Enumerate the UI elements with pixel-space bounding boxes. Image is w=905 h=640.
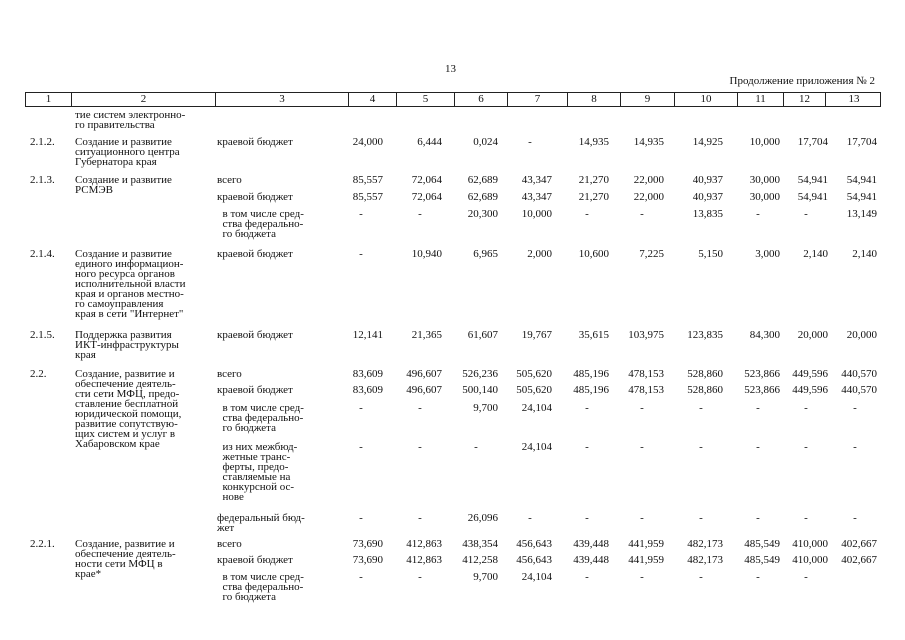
value-cell: 73,690 — [352, 554, 383, 566]
value-cell: - — [804, 402, 808, 414]
value-cell: - — [804, 441, 808, 453]
funding-source: в том числе сред- ства федерально- го бюджета — [222, 571, 304, 603]
row-code: 2.1.2. — [30, 136, 55, 148]
row-code: 2.1.5. — [30, 329, 55, 341]
value-cell: - — [853, 402, 857, 414]
value-cell: - — [359, 512, 363, 524]
value-cell: - — [359, 208, 363, 220]
value-cell: 505,620 — [516, 368, 552, 380]
value-cell: 505,620 — [516, 384, 552, 396]
value-cell: - — [699, 441, 703, 453]
value-cell: 523,866 — [744, 384, 780, 396]
value-cell: - — [640, 571, 644, 583]
value-cell: - — [418, 512, 422, 524]
value-cell: 12,141 — [352, 329, 383, 341]
value-cell: 20,000 — [797, 329, 828, 341]
value-cell: 84,300 — [749, 329, 780, 341]
funding-source: краевой бюджет — [217, 191, 293, 203]
funding-source: в том числе сред- ства федерально- го бюджета — [222, 208, 304, 240]
value-cell: 83,609 — [352, 368, 383, 380]
value-cell: 10,000 — [521, 208, 552, 220]
header-cell-13: 13 — [825, 93, 882, 106]
row-name: Создание и развитие РСМЭВ — [75, 174, 172, 196]
value-cell: 17,704 — [797, 136, 828, 148]
value-cell: 9,700 — [473, 571, 498, 583]
row-name: тие систем электронно- го правительства — [75, 109, 186, 131]
value-cell: - — [756, 441, 760, 453]
value-cell: 22,000 — [633, 174, 664, 186]
value-cell: - — [474, 441, 478, 453]
value-cell: 412,863 — [406, 554, 442, 566]
value-cell: - — [585, 208, 589, 220]
value-cell: 485,549 — [744, 538, 780, 550]
value-cell: 3,000 — [755, 248, 780, 260]
value-cell: - — [585, 512, 589, 524]
row-name: Создание и развитие единого информацион- ного ресурса органов исполнительной власти края и органов местно- го самоуправления края в сети "Интернет" — [75, 248, 186, 320]
value-cell: - — [640, 512, 644, 524]
value-cell: 485,196 — [573, 384, 609, 396]
value-cell: 2,000 — [527, 248, 552, 260]
value-cell: - — [528, 512, 532, 524]
value-cell: - — [585, 571, 589, 583]
value-cell: 449,596 — [792, 368, 828, 380]
funding-source: всего — [217, 174, 242, 186]
value-cell: - — [804, 208, 808, 220]
value-cell: 21,270 — [578, 174, 609, 186]
value-cell: 10,600 — [578, 248, 609, 260]
header-cell-10: 10 — [674, 93, 737, 106]
value-cell: 54,941 — [797, 174, 828, 186]
value-cell: - — [853, 512, 857, 524]
value-cell: - — [756, 402, 760, 414]
funding-source: из них межбюд- жетные транс- ферты, предо- ставляемые на конкурсной ос- нове — [222, 441, 298, 503]
value-cell: - — [640, 441, 644, 453]
value-cell: 30,000 — [749, 174, 780, 186]
header-cell-6: 6 — [454, 93, 507, 106]
value-cell: - — [418, 441, 422, 453]
funding-source: краевой бюджет — [217, 384, 293, 396]
value-cell: 402,667 — [841, 554, 877, 566]
funding-source: краевой бюджет — [217, 554, 293, 566]
value-cell: 412,863 — [406, 538, 442, 550]
row-code: 2.2.1. — [30, 538, 55, 550]
value-cell: - — [418, 402, 422, 414]
value-cell: 0,024 — [473, 136, 498, 148]
row-code: 2.1.4. — [30, 248, 55, 260]
header-cell-3: 3 — [215, 93, 348, 106]
continuation-label: Продолжение приложения № 2 — [729, 75, 875, 87]
value-cell: 5,150 — [698, 248, 723, 260]
value-cell: 14,935 — [578, 136, 609, 148]
value-cell: 72,064 — [411, 174, 442, 186]
funding-source: всего — [217, 368, 242, 380]
value-cell: 43,347 — [521, 191, 552, 203]
value-cell: 2,140 — [803, 248, 828, 260]
value-cell: 20,300 — [467, 208, 498, 220]
value-cell: 22,000 — [633, 191, 664, 203]
value-cell: 439,448 — [573, 554, 609, 566]
funding-source: всего — [217, 538, 242, 550]
header-cell-12: 12 — [783, 93, 825, 106]
value-cell: 441,959 — [628, 538, 664, 550]
value-cell: 500,140 — [462, 384, 498, 396]
value-cell: - — [699, 512, 703, 524]
value-cell: 13,835 — [692, 208, 723, 220]
header-cell-9: 9 — [620, 93, 674, 106]
value-cell: 40,937 — [692, 174, 723, 186]
row-name: Создание, развитие и обеспечение деятель- ности сети МФЦ в крае* — [75, 538, 176, 580]
value-cell: 478,153 — [628, 384, 664, 396]
value-cell: 24,104 — [521, 441, 552, 453]
value-cell: 20,000 — [846, 329, 877, 341]
value-cell: 440,570 — [841, 368, 877, 380]
value-cell: - — [853, 441, 857, 453]
value-cell: 35,615 — [578, 329, 609, 341]
value-cell: 412,258 — [462, 554, 498, 566]
value-cell: 72,064 — [411, 191, 442, 203]
value-cell: - — [640, 208, 644, 220]
value-cell: 523,866 — [744, 368, 780, 380]
value-cell: 6,444 — [417, 136, 442, 148]
value-cell: 456,643 — [516, 538, 552, 550]
value-cell: 26,096 — [467, 512, 498, 524]
value-cell: - — [418, 208, 422, 220]
header-cell-8: 8 — [567, 93, 620, 106]
value-cell: 83,609 — [352, 384, 383, 396]
value-cell: 14,935 — [633, 136, 664, 148]
value-cell: 485,549 — [744, 554, 780, 566]
row-name: Создание, развитие и обеспечение деятель- сти сети МФЦ, предо- ставление бесплатной юридической помощи, развитие сопутствую- щих систем и услуг в Хабаровском крае — [75, 368, 182, 450]
funding-source: краевой бюджет — [217, 248, 293, 260]
value-cell: - — [359, 248, 363, 260]
value-cell: 30,000 — [749, 191, 780, 203]
value-cell: 62,689 — [467, 174, 498, 186]
value-cell: 21,365 — [411, 329, 442, 341]
header-cell-11: 11 — [737, 93, 783, 106]
funding-source: в том числе сред- ства федерально- го бюджета — [222, 402, 304, 434]
header-cell-2: 2 — [71, 93, 215, 106]
funding-source: краевой бюджет — [217, 136, 293, 148]
value-cell: 7,225 — [639, 248, 664, 260]
table-header — [25, 92, 881, 107]
row-code: 2.2. — [30, 368, 47, 380]
value-cell: 73,690 — [352, 538, 383, 550]
value-cell: - — [528, 136, 532, 148]
value-cell: - — [418, 571, 422, 583]
value-cell: 13,149 — [846, 208, 877, 220]
value-cell: 410,000 — [792, 538, 828, 550]
row-name: Создание и развитие ситуационного центра Губернатора края — [75, 136, 180, 168]
value-cell: 103,975 — [628, 329, 664, 341]
value-cell: 85,557 — [352, 191, 383, 203]
value-cell: 40,937 — [692, 191, 723, 203]
value-cell: - — [756, 571, 760, 583]
value-cell: 19,767 — [521, 329, 552, 341]
value-cell: 6,965 — [473, 248, 498, 260]
value-cell: 123,835 — [687, 329, 723, 341]
value-cell: 54,941 — [846, 191, 877, 203]
row-name: Поддержка развития ИКТ-инфраструктуры края — [75, 329, 179, 361]
value-cell: 402,667 — [841, 538, 877, 550]
value-cell: 410,000 — [792, 554, 828, 566]
value-cell: 85,557 — [352, 174, 383, 186]
value-cell: 482,173 — [687, 538, 723, 550]
value-cell: 482,173 — [687, 554, 723, 566]
value-cell: 62,689 — [467, 191, 498, 203]
value-cell: - — [804, 512, 808, 524]
funding-source: краевой бюджет — [217, 329, 293, 341]
value-cell: 440,570 — [841, 384, 877, 396]
value-cell: 24,104 — [521, 571, 552, 583]
value-cell: - — [359, 441, 363, 453]
value-cell: - — [585, 402, 589, 414]
value-cell: 2,140 — [852, 248, 877, 260]
funding-source: федеральный бюд- жет — [217, 512, 305, 534]
value-cell: - — [699, 571, 703, 583]
row-code: 2.1.3. — [30, 174, 55, 186]
value-cell: - — [804, 571, 808, 583]
header-cell-1: 1 — [45, 93, 52, 105]
value-cell: - — [756, 512, 760, 524]
value-cell: 54,941 — [797, 191, 828, 203]
value-cell: 9,700 — [473, 402, 498, 414]
value-cell: 10,000 — [749, 136, 780, 148]
value-cell: 439,448 — [573, 538, 609, 550]
value-cell: 441,959 — [628, 554, 664, 566]
value-cell: 456,643 — [516, 554, 552, 566]
value-cell: - — [359, 571, 363, 583]
header-cell-4: 4 — [348, 93, 396, 106]
value-cell: 10,940 — [411, 248, 442, 260]
value-cell: - — [359, 402, 363, 414]
value-cell: 54,941 — [846, 174, 877, 186]
value-cell: 449,596 — [792, 384, 828, 396]
value-cell: - — [585, 441, 589, 453]
value-cell: 528,860 — [687, 384, 723, 396]
value-cell: 14,925 — [692, 136, 723, 148]
value-cell: 61,607 — [467, 329, 498, 341]
value-cell: 496,607 — [406, 368, 442, 380]
value-cell: 24,000 — [352, 136, 383, 148]
value-cell: 485,196 — [573, 368, 609, 380]
value-cell: - — [699, 402, 703, 414]
value-cell: - — [756, 208, 760, 220]
value-cell: 24,104 — [521, 402, 552, 414]
value-cell: 438,354 — [462, 538, 498, 550]
value-cell: 478,153 — [628, 368, 664, 380]
page-number: 13 — [445, 63, 456, 75]
value-cell: 17,704 — [846, 136, 877, 148]
header-cell-7: 7 — [507, 93, 567, 106]
value-cell: 526,236 — [462, 368, 498, 380]
header-cell-5: 5 — [396, 93, 454, 106]
value-cell: 528,860 — [687, 368, 723, 380]
value-cell: 21,270 — [578, 191, 609, 203]
value-cell: 43,347 — [521, 174, 552, 186]
value-cell: - — [640, 402, 644, 414]
value-cell: 496,607 — [406, 384, 442, 396]
